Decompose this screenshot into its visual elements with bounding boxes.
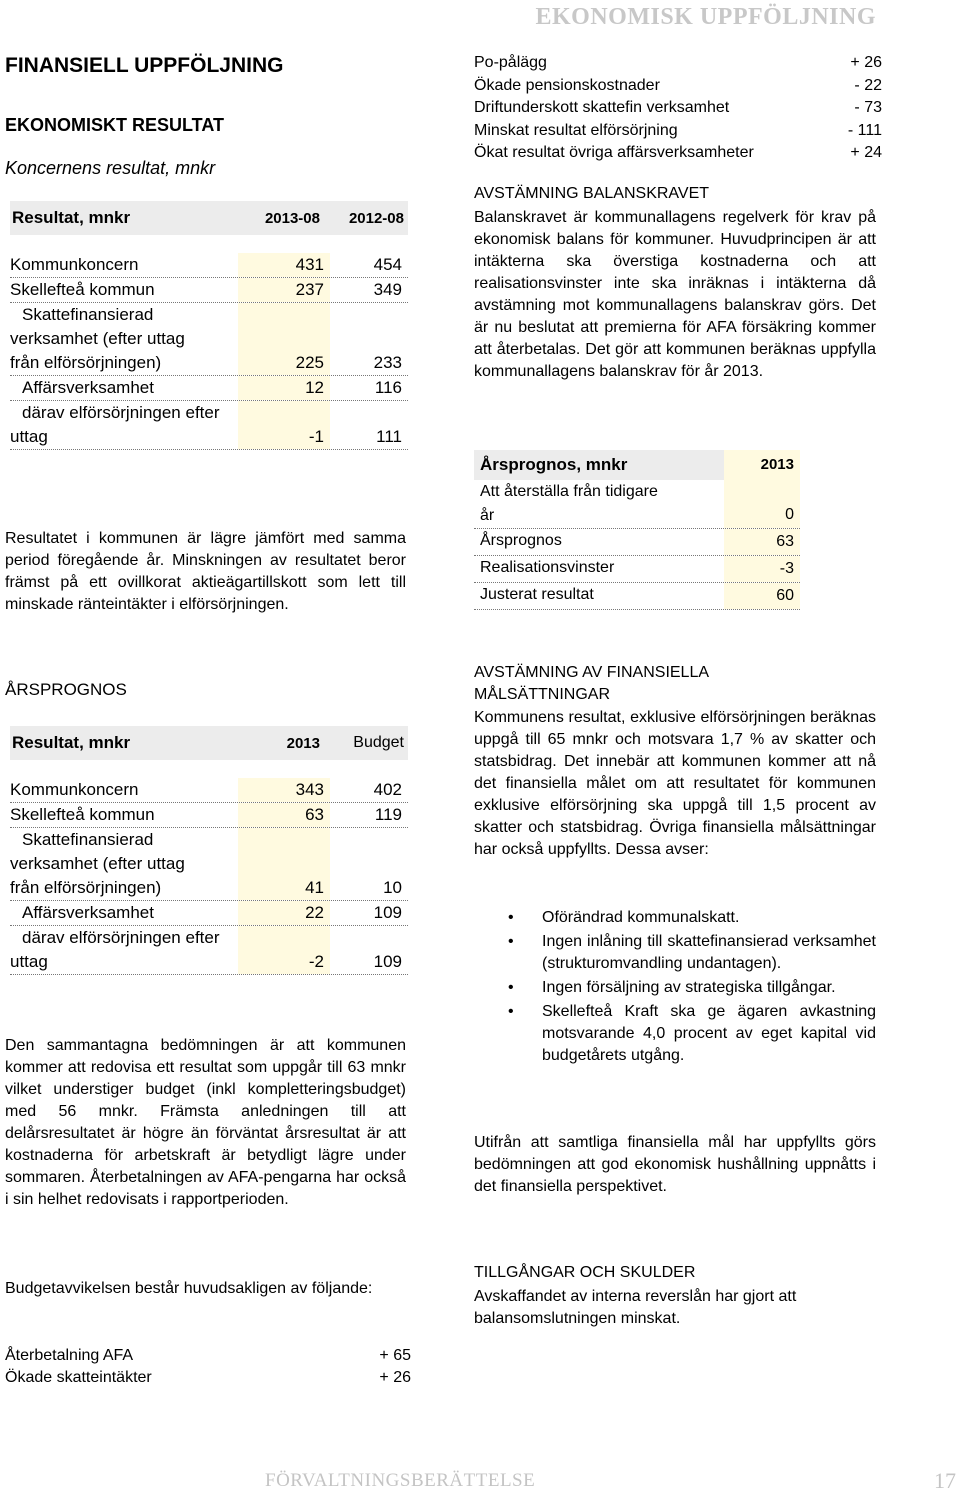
result-table-2013-08 [10, 201, 408, 450]
value-cell: 225 [238, 303, 330, 375]
assets-paragraph: Avskaffandet av interna reverslån har gjort att balansomslutningen minskat. [474, 1288, 797, 1327]
result-paragraph: Resultatet i kommunen är lägre jämfört med samma period föregående år. Minskningen av resultatet beror främst på ett ovillkorat aktieägartillskott som lett till minskade ränteintäkter i elförsörjningen. [5, 530, 406, 613]
value-cell: -3 [724, 556, 800, 582]
row-label: därav elförsörjningen efter uttag [10, 403, 220, 446]
row-label: Skattefinansierad verksamhet (efter uttag från elförsörjningen) [10, 830, 185, 897]
value-cell: -2 [238, 926, 330, 974]
table-caption: Koncernens resultat, mnkr [5, 158, 216, 178]
table-row [10, 926, 408, 975]
row-label: Årsprognos [480, 532, 562, 549]
finans-heading: AVSTÄMNING AV FINANSIELLA MÅLSÄTTNINGAR [474, 664, 710, 703]
value-cell: 60 [724, 583, 800, 609]
table-row [10, 303, 408, 376]
table-header: Resultat, mnkr 2013 Budget [10, 726, 408, 760]
value-cell: 237 [238, 278, 330, 302]
table-row [10, 401, 408, 450]
value-cell: 111 [376, 427, 402, 446]
value-cell: 119 [374, 805, 402, 824]
table-row [10, 828, 408, 901]
table-row [474, 583, 800, 610]
balans-heading: AVSTÄMNING BALANSKRAVET [474, 185, 710, 202]
list-item: • Ingen försäljning av strategiska tillgångar. [474, 977, 876, 999]
row-label: Skattefinansierad verksamhet (efter uttag från elförsörjningen) [10, 305, 185, 372]
row-label: Affärsverksamhet [22, 378, 154, 397]
result-table-2013-budget [10, 726, 408, 975]
row-label: Justerat resultat [480, 586, 594, 603]
page-header-title: EKONOMISK UPPFÖLJNING [535, 4, 876, 30]
row-label: Kommunkoncern [10, 780, 139, 799]
table-row [10, 278, 408, 303]
bullet-icon: • [508, 1003, 514, 1020]
finans-paragraph: Kommunens resultat, exklusive elförsörjningen beräknas uppgå till 65 mnkr och motsvara 1,7 % av skatter och statsbidrag. Det innebär att kommunen kommer att nå det finansiella målet om att resultatet för kommunen exklusive elförsörjning ska uppgå till 1,5 procent av skatter och statsbidrag. Övriga finansiella målsättningar har också uppfyllts. Dessa avser: [474, 709, 876, 858]
table-row [474, 480, 800, 529]
deviation-item: Minskat resultat elförsörjning - 111 [474, 122, 882, 139]
table-row [10, 803, 408, 828]
bullet-icon: • [508, 933, 514, 950]
value-cell: 10 [383, 878, 402, 897]
value-cell: 116 [374, 378, 402, 397]
row-label: Skellefteå kommun [10, 805, 155, 824]
row-label: Att återställa från tidigare år [480, 483, 658, 524]
value-cell: 63 [238, 803, 330, 827]
footer-section: FÖRVALTNINGSBERÄTTELSE [265, 1470, 536, 1491]
value-cell: 343 [238, 778, 330, 802]
value-cell: 12 [238, 376, 330, 400]
subsection-title: EKONOMISKT RESULTAT [5, 115, 224, 135]
deviation-item: Driftunderskott skattefin verksamhet - 73 [474, 99, 882, 116]
deviation-item: Ökat resultat övriga affärsverksamheter + 24 [474, 144, 882, 161]
row-label: Realisationsvinster [480, 559, 615, 576]
value-cell: 109 [373, 952, 402, 971]
bullet-icon: • [508, 909, 514, 926]
table-header: Resultat, mnkr 2013-08 2012-08 [10, 201, 408, 235]
table-row [10, 901, 408, 926]
value-cell: 402 [373, 780, 402, 799]
value-cell: 0 [724, 480, 800, 528]
table-header: Årsprognos, mnkr 2013 [474, 450, 800, 480]
list-item: • Ingen inlåning till skattefinansierad verksamhet (strukturomvandling undantagen). [508, 933, 876, 972]
deviation-item: Po-pålägg + 26 [474, 54, 882, 71]
balans-paragraph: Balanskravet är kommunallagens regelverk för krav på ekonomisk balans för kommuner. Huvudprincipen är att intäkterna ska överstiga kostnaderna och att realisationsvinster inte ska inräknas i intäkterna då avstämning mot kommunallagens balanskrav görs. Det är nu beslutat att premierna för AFA försäkring kommer att återbetalas. Det gör att kommunen beräknas uppfylla kommunallagens balanskrav för år 2013. [474, 209, 876, 380]
deviation-item: Ökade pensionskostnader - 22 [474, 77, 882, 94]
conclusion-paragraph: Utifrån att samtliga finansiella mål har uppfyllts görs bedömningen att god ekonomisk hushållning uppnåtts i det finansiella perspektivet. [474, 1134, 876, 1195]
list-item: • Oförändrad kommunalskatt. [474, 907, 876, 929]
table-row [474, 556, 800, 583]
table-row [474, 529, 800, 556]
prognos-balance-table [474, 450, 800, 610]
value-cell: 41 [238, 828, 330, 900]
value-cell: -1 [238, 401, 330, 449]
prognos-heading: ÅRSPROGNOS [5, 680, 127, 699]
value-cell: 431 [238, 253, 330, 277]
row-label: Skellefteå kommun [10, 280, 155, 299]
list-item: • Skellefteå Kraft ska ge ägaren avkastning motsvarande 4,0 procent av eget kapital vid budgetårets utgång. [508, 1003, 876, 1064]
value-cell: 63 [724, 529, 800, 555]
value-cell: 349 [373, 280, 402, 299]
bullet-icon: • [508, 979, 514, 996]
prognos-paragraph: Den sammantagna bedömningen är att kommunen kommer att redovisa ett resultat som uppgår till 63 mnkr vilket understiger budget (inkl kompletteringsbudget) med 56 mnkr. Främsta anledningen till att delårsresultatet är högre än förväntat årsresultat är att kostnaderna för arbetskraft är betydligt lägre under sommaren. Återbetalningen av AFA-pengarna har också i sin helhet redovisats i rapportperioden. [5, 1037, 406, 1208]
table-row [10, 778, 408, 803]
assets-heading: TILLGÅNGAR OCH SKULDER [474, 1264, 696, 1281]
row-label: Kommunkoncern [10, 255, 139, 274]
page-number: 17 [934, 1468, 956, 1493]
deviation-item: Återbetalning AFA + 65 [5, 1347, 411, 1364]
section-title: FINANSIELL UPPFÖLJNING [5, 54, 284, 77]
deviation-item: Ökade skatteintäkter + 26 [5, 1369, 411, 1386]
value-cell: 233 [373, 353, 402, 372]
value-cell: 109 [373, 903, 402, 922]
table-row [10, 253, 408, 278]
row-label: därav elförsörjningen efter uttag [10, 928, 220, 971]
goal-list [474, 907, 876, 1069]
deviation-intro: Budgetavvikelsen består huvudsakligen av följande: [5, 1280, 373, 1297]
table-row [10, 376, 408, 401]
value-cell: 454 [373, 255, 402, 274]
value-cell: 22 [238, 901, 330, 925]
row-label: Affärsverksamhet [22, 903, 154, 922]
